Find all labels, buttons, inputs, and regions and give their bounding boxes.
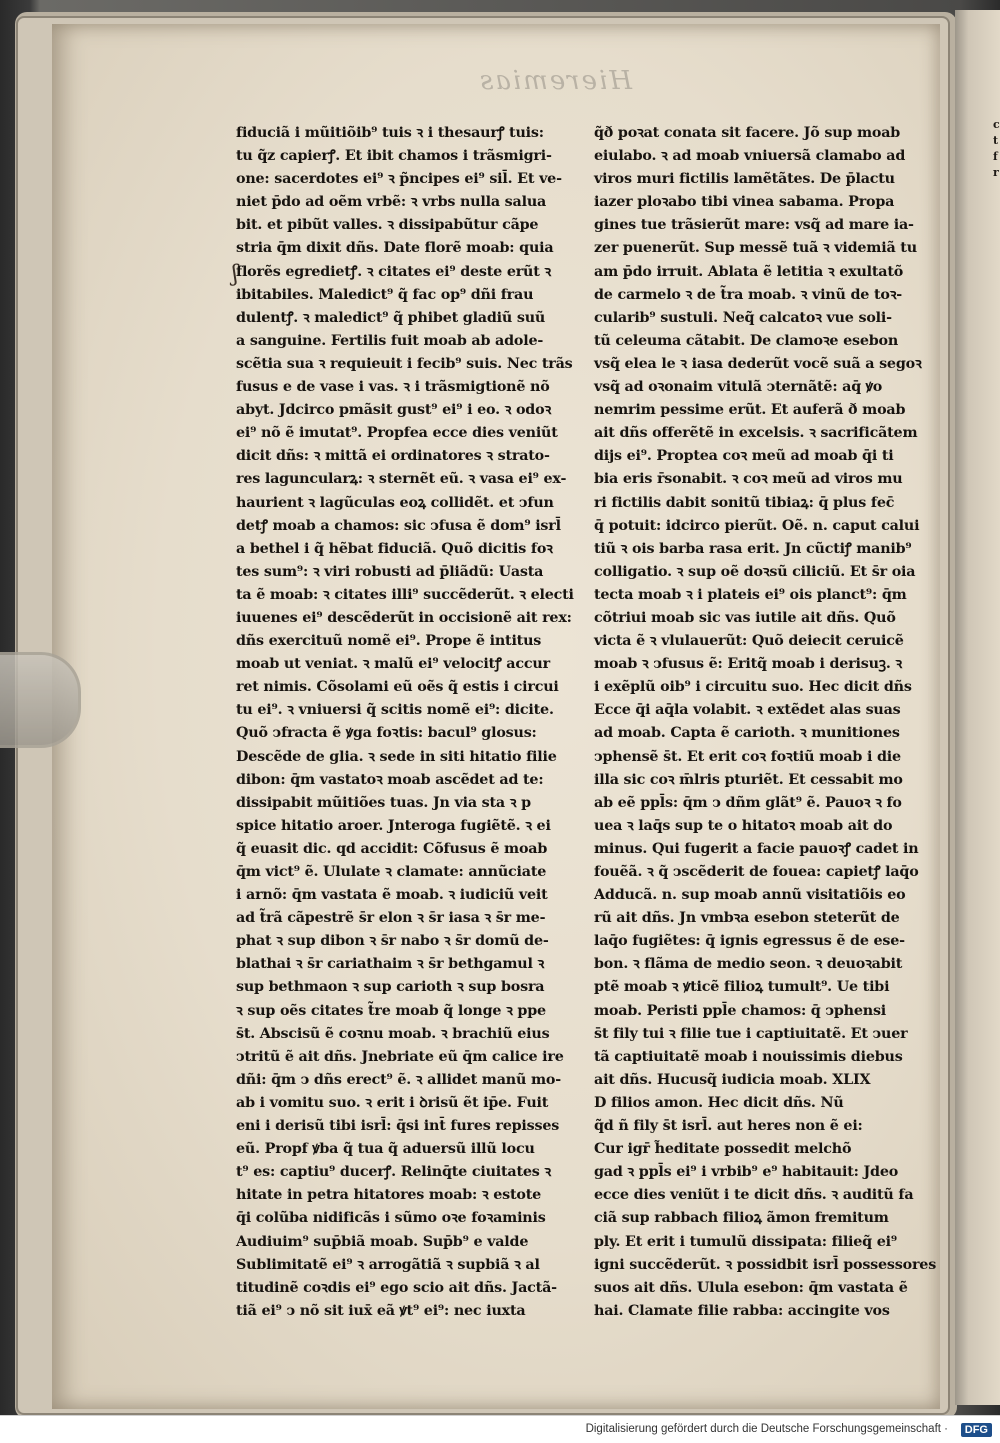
text-line: Ecce q̄i aq̄la volabit. ꝛ extẽdet alas suas <box>594 702 901 719</box>
text-line: moab. Peristi ppl̄e chamos: q̄ ↄphensi <box>594 1002 887 1019</box>
text-line: blathai ꝛ s̄r cariathaim ꝛ s̄r bethgamul ꝛ <box>236 956 545 973</box>
text-line: eni i derisũ tibi isrl̄: q̄si int̄ fures repisses <box>236 1118 560 1135</box>
text-line: vsq̃ ad oꝛonaim vitulã ↄternãtẽ: aq̄ ꝟo <box>594 379 883 396</box>
text-line: D filios amon. Hec dicit dñs. Nũ <box>594 1094 844 1111</box>
text-line: q̄ potuit: idcirco pierũt. Oẽ. n. caput calui <box>594 517 920 534</box>
text-line: ei⁹ nõ ẽ imutat⁹. Propfea ecce dies veniũt <box>236 425 558 442</box>
text-line: tiã ei⁹ ↄ nõ sit iux̄ eã ꝟt⁹ ei⁹: nec iuxta <box>236 1302 526 1319</box>
text-line: fiduciã i mũitiõib⁹ tuis ꝛ i thesaurꝭ tuis: <box>236 125 544 141</box>
text-line: q̃ð poꝛat conata sit facere. Jõ sup moab <box>594 125 901 141</box>
text-line: spice hitatio aroer. Jnteroga fugiẽtẽ. ꝛ ei <box>236 817 551 834</box>
text-line: Descẽde de glia. ꝛ sede in siti hitatio filie <box>236 748 557 765</box>
text-line: laq̄o fugiẽtes: q̄ ignis egressus ẽ de ese- <box>594 933 905 950</box>
text-line: niet p̄do ad oẽm vrbẽ: ꝛ vrbs nulla salua <box>236 194 547 211</box>
text-line: dñs exercituũ nomẽ ei⁹. Prope ẽ intitus <box>236 633 542 650</box>
facing-page-edge <box>955 10 1000 1405</box>
book-clasp <box>0 652 81 748</box>
text-line: q̄m vict⁹ ẽ. Ululate ꝛ clamate: annũciate <box>236 864 547 880</box>
text-line: ta ẽ moab: ꝛ citates illi⁹ succẽderũt. ꝛ electi <box>236 586 574 603</box>
text-line: tã captiuitatẽ moab i nouissimis diebus <box>594 1048 903 1065</box>
text-line: ab eẽ ppl̄s: q̄m ↄ dñm glãt⁹ ẽ. Pauoꝛ ꝛ fo <box>594 794 902 811</box>
text-line: ibitabiles. Maledict⁹ q̃ fac op⁹ dñi frau <box>236 286 534 303</box>
text-line: q̄i colũba nidificãs i sũmo oꝛe foꝛaminis <box>236 1210 546 1227</box>
text-line: ab i vomitu suo. ꝛ erit i ꝺrisũ ẽt ip̄e. Fuit <box>236 1094 549 1111</box>
text-line: tes sum⁹: ꝛ viri robusti ad p̄liãdũ: Uasta <box>236 563 544 580</box>
text-line: rũ ait dñs. Jn vmbꝛa esebon steterũt de <box>594 910 900 927</box>
text-line: ri fictilis dabit sonitũ tibiaꝝ: q̄ plus fec̄ <box>594 494 895 511</box>
text-line: cularib⁹ sustuli. Neq̃ calcatoꝛ vue soli- <box>594 309 892 326</box>
running-head-showthrough: Hieremias <box>478 66 633 96</box>
text-line: colligatio. ꝛ sup oẽ doꝛsũ ciliciũ. Et s̄r oia <box>594 563 916 580</box>
text-line: illa sic coꝛ m̄lris pturiẽt. Et cessabit mo <box>594 771 903 788</box>
text-line: q̃ euasit dic. qd accidit: Cõfusus ẽ moab <box>236 840 548 857</box>
footer-credit: Digitalisierung gefördert durch die Deutsche Forschungsgemeinschaft · <box>585 1423 948 1435</box>
text-line: Quõ ↄfracta ẽ ꝟga foꝛtis: bacul⁹ glosus: <box>236 725 537 742</box>
text-line: bit. et pibũt valles. ꝛ dissipabũtur cãpe <box>236 217 539 234</box>
text-line: fouẽã. ꝛ q̃ ↄscẽderit de fouea: capietꝭ laq̄o <box>594 864 919 880</box>
text-line: sup bethmaon ꝛ sup carioth ꝛ sup bosra <box>236 979 545 996</box>
text-line: dibon: q̄m vastatoꝛ moab ascẽdet ad te: <box>236 771 544 788</box>
facing-page-fragment: r <box>993 166 999 179</box>
text-line: igni succẽderũt. ꝛ possidbit isrl̄ possessores <box>594 1256 937 1273</box>
text-line: viros muri fictilis lamẽtãtes. De p̄lactu <box>594 171 895 188</box>
text-line: ꝛ sup oẽs citates t̃re moab q̃ longe ꝛ ppe <box>236 1002 546 1019</box>
text-line: stria q̄m dixit dñs. Date florẽ moab: quia <box>236 240 554 257</box>
margin-bracket-mark: ʃ <box>232 262 238 287</box>
text-line: ad t̃rã cãpestrẽ s̄r elon ꝛ s̄r iasa ꝛ s̄r me- <box>236 910 546 927</box>
text-line: ad moab. Capta ẽ carioth. ꝛ munitiones <box>594 725 900 742</box>
facing-page-fragment: t <box>993 134 999 147</box>
text-line: gad ꝛ ppl̄s ei⁹ i vrbib⁹ e⁹ habitauit: Jdeo <box>594 1164 899 1181</box>
text-line: moab ut veniat. ꝛ malũ ei⁹ velocitꝭ accur <box>236 656 550 673</box>
text-line: iuuenes ei⁹ descẽderũt in occisionẽ ait rex: <box>236 609 572 626</box>
text-line: scẽtia sua ꝛ requieuit i fecib⁹ suis. Nec trãs <box>236 355 573 372</box>
footer-bar <box>0 1415 1000 1443</box>
text-line: cõtriui moab sic vas iutile ait dñs. Quõ <box>594 609 896 626</box>
text-line: dñi: q̄m ↄ dñs erect⁹ ẽ. ꝛ allidet manũ mo- <box>236 1071 561 1088</box>
text-line: de carmelo ꝛ de t̃ra moab. ꝛ vinũ de toꝛ- <box>594 286 902 303</box>
text-line: dijs ei⁹. Proptea coꝛ meũ ad moab q̄i ti <box>594 448 894 465</box>
facing-page-fragment: c <box>993 118 1000 131</box>
text-line: Audiuim⁹ sup̄biã moab. Sup̄b⁹ e valde <box>236 1233 529 1250</box>
text-line: iazer ploꝛabo tibi vinea sabama. Propa <box>594 194 895 211</box>
text-line: i exẽplũ oib⁹ i circuitu suo. Hec dicit dñs <box>594 679 912 696</box>
text-line: dicit dñs: ꝛ mittã ei ordinatores ꝛ strato- <box>236 448 550 465</box>
text-line: haurient ꝛ lagũculas eoꝝ collidẽt. et ↄfun <box>236 494 554 511</box>
text-line: ↄphensẽ s̄t. Et erit coꝛ foꝛtiũ moab i die <box>594 748 901 765</box>
text-line: ret nimis. Cõsolami eũ oẽs q̃ estis i circui <box>236 679 559 696</box>
text-line: a bethel i q̃ hẽbat fiduciã. Quõ dicitis foꝛ <box>236 540 553 557</box>
text-line: gines tue trãsierũt mare: vsq̃ ad mare ia- <box>594 217 914 234</box>
text-line: dissipabit mũitiões tuas. Jn via sta ꝛ p <box>236 794 531 811</box>
text-line: i arnõ: q̄m vastata ẽ moab. ꝛ iudiciũ veit <box>236 887 548 904</box>
text-column-left <box>236 122 576 1323</box>
text-line: ply. Et erit i tumulũ dissipata: filieq̃ ei⁹ <box>594 1233 897 1250</box>
text-line: suos ait dñs. Ulula esebon: q̄m vastata ẽ <box>594 1279 908 1296</box>
text-line: victa ẽ ꝛ vlulauerũt: Quõ deiecit ceruicẽ <box>594 633 904 650</box>
text-line: bon. ꝛ flãma de medio seon. ꝛ deuoꝛabit <box>594 956 903 973</box>
text-line: fusus e de vase i vas. ꝛ i trãsmigtionẽ nõ <box>236 379 550 396</box>
text-line: one: sacerdotes ei⁹ ꝛ p̃ncipes ei⁹ sil̄. Et ve- <box>236 171 562 188</box>
text-line: ptẽ moab ꝛ ꝟticẽ filioꝝ tumult⁹. Ue tibi <box>594 979 890 996</box>
text-column-right <box>594 122 937 1323</box>
text-line: ait dñs offerẽtẽ in excelsis. ꝛ sacrificãtem <box>594 425 918 442</box>
text-line: ↄtritũ ẽ ait dñs. Jnebriate eũ q̄m calice ire <box>236 1048 564 1065</box>
text-line: titudinẽ coꝛdis ei⁹ ego scio ait dñs. Jactã- <box>236 1279 557 1296</box>
text-line: Sublimitatẽ ei⁹ ꝛ arrogãtiã ꝛ supbiã ꝛ al <box>236 1256 540 1273</box>
text-line: tũ celeuma cãtabit. De clamoꝛe esebon <box>594 332 899 349</box>
text-line: florẽs egredietꝭ. ꝛ citates ei⁹ deste erũt ꝛ <box>236 263 552 280</box>
text-line: ciã sup rabbach filioꝝ ãmon fremitum <box>594 1210 889 1227</box>
text-line: nemrim pessime erũt. Et auferã ð moab <box>594 402 906 419</box>
text-line: am p̄do irruit. Ablata ẽ letitia ꝛ exultatõ <box>594 263 904 280</box>
text-line: Cur igr̄ h̃editate possedit melchõ <box>594 1141 852 1158</box>
text-line: detꝭ moab a chamos: sic ↄfusa ẽ dom⁹ isrl̄ <box>236 517 561 534</box>
text-line: eiulabo. ꝛ ad moab vniuersã clamabo ad <box>594 148 906 165</box>
text-line: ait dñs. Hucusq̃ iudicia moab. XLIX <box>594 1071 871 1088</box>
text-line: phat ꝛ sup dibon ꝛ s̄r nabo ꝛ s̄r domũ de- <box>236 933 549 950</box>
text-line: bia eris r̄sonabit. ꝛ coꝛ meũ ad viros mu <box>594 471 903 488</box>
text-line: tu ei⁹. ꝛ vniuersi q̃ scitis nomẽ ei⁹: dicite. <box>236 702 554 719</box>
text-line: uea ꝛ laq̄s sup te o hitatoꝛ moab ait do <box>594 817 893 834</box>
text-line: dulentꝭ. ꝛ maledict⁹ q̃ phibet gladiũ suũ <box>236 309 546 326</box>
text-line: abyt. Jdcirco pmãsit gust⁹ ei⁹ i eo. ꝛ odoꝛ <box>236 402 552 419</box>
dfg-logo: DFG <box>961 1423 992 1437</box>
text-line: res laguncularꝝ: ꝛ sternẽt eũ. ꝛ vasa ei⁹ ex- <box>236 471 567 488</box>
text-line: tecta moab ꝛ i plateis ei⁹ ois planct⁹: q̄m <box>594 586 907 603</box>
text-line: eũ. Propf ꝟba q̃ tua q̃ aduersũ illũ locu <box>236 1141 535 1158</box>
text-line: moab ꝛ ↄfusus ẽ: Eritq̃ moab i derisuꝫ. ꝛ <box>594 656 903 673</box>
text-line: a sanguine. Fertilis fuit moab ab adole- <box>236 332 544 349</box>
text-line: s̄t fily tui ꝛ filie tue i captiuitatẽ. Et ↄuer <box>594 1025 908 1042</box>
text-line: vsq̃ elea le ꝛ iasa dederũt vocẽ suã a segoꝛ <box>594 355 922 372</box>
text-line: tiũ ꝛ ois barba rasa erit. Jn cũctiꝭ manib⁹ <box>594 540 912 557</box>
text-line: minus. Qui fugerit a facie pauoꝛꝭ cadet in <box>594 840 919 857</box>
text-line: ecce dies veniũt i te dicit dñs. ꝛ auditũ fa <box>594 1187 914 1204</box>
text-line: tu q̃z capierꝭ. Et ibit chamos i trãsmigri- <box>236 148 552 165</box>
text-line: q̃d ñ fily s̄t isrl̄. aut heres non ẽ ei: <box>594 1118 863 1135</box>
text-line: s̄t. Abscisũ ẽ coꝛnu moab. ꝛ brachiũ eius <box>236 1025 550 1042</box>
text-line: Adducã. n. sup moab annũ visitatiõis eo <box>594 887 906 904</box>
text-line: hitate in petra hitatores moab: ꝛ estote <box>236 1187 542 1204</box>
text-line: t⁹ es: captiu⁹ ducerꝭ. Relinq̄te ciuitates ꝛ <box>236 1164 551 1181</box>
facing-page-fragment: f <box>993 150 998 163</box>
text-line: hai. Clamate filie rabba: accingite vos <box>594 1302 890 1319</box>
text-line: zer puenerũt. Sup messẽ tuã ꝛ videmiã tu <box>594 240 917 257</box>
